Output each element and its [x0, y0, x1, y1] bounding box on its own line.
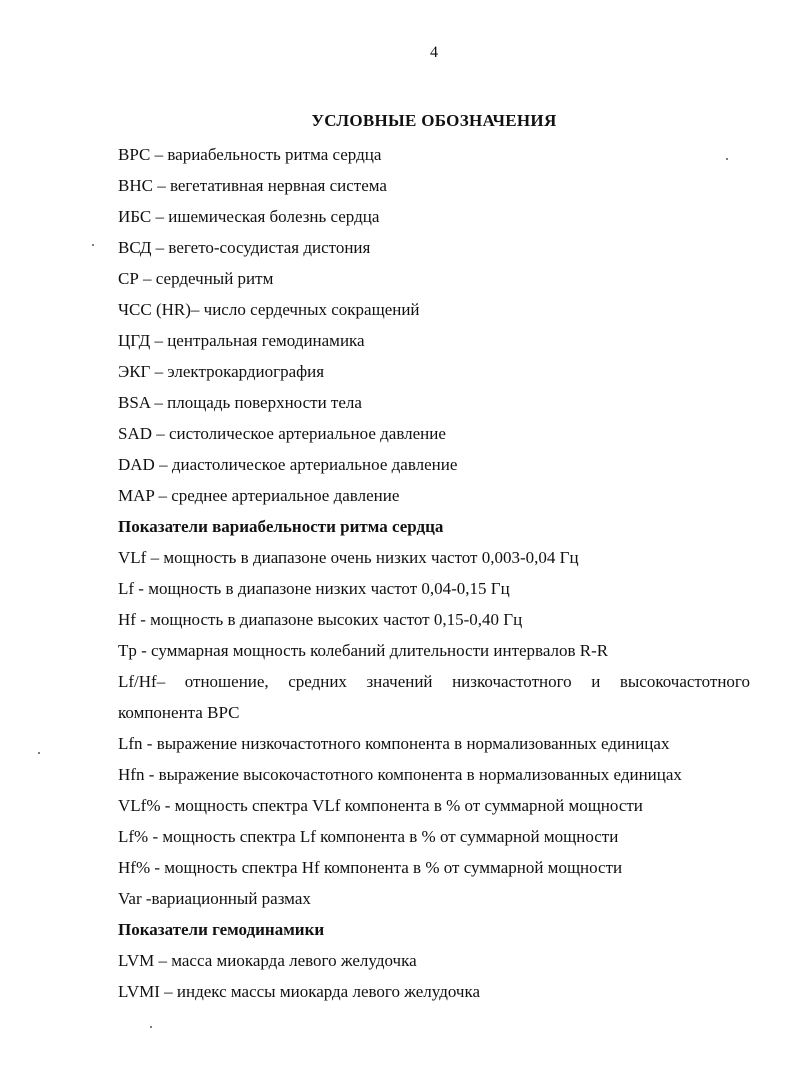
lf-hf-word: средних — [288, 672, 347, 691]
list-item: Tp - суммарная мощность колебаний длительности интервалов R-R — [118, 641, 609, 660]
lf-hf-word: отношение, — [184, 672, 269, 691]
lf-hf-item — [118, 666, 750, 697]
list-item: Lfn - выражение низкочастотного компонента в нормализованных единицах — [118, 734, 670, 753]
list-item: ВРС – вариабельность ритма сердца — [118, 145, 382, 164]
list-item: Hfn - выражение высокочастотного компонента в нормализованных единицах — [118, 765, 682, 784]
list-item: ВНС – вегетативная нервная система — [118, 176, 387, 195]
list-item: ЦГД – центральная гемодинамика — [118, 331, 365, 350]
scan-speck — [92, 244, 94, 246]
list-item: ЧСС (HR)– число сердечных сокращений — [118, 300, 420, 319]
scan-speck — [38, 752, 40, 754]
scan-speck — [150, 1026, 152, 1028]
hrv-section-heading: Показатели вариабельности ритма сердца — [118, 517, 444, 536]
lf-hf-word: низкочастотного — [452, 672, 572, 691]
list-item: СР – сердечный ритм — [118, 269, 274, 288]
list-item: DAD – диастолическое артериальное давление — [118, 455, 458, 474]
list-item: LVMI – индекс массы миокарда левого желудочка — [118, 982, 480, 1001]
page-number: 4 — [430, 44, 438, 61]
list-item: Hf% - мощность спектра Hf компонента в % от суммарной мощности — [118, 858, 623, 877]
list-item: ВСД – вегето-сосудистая дистония — [118, 238, 371, 257]
list-item: VLf% - мощность спектра VLf компонента в % от суммарной мощности — [118, 796, 643, 815]
abbreviations-list — [118, 139, 750, 1007]
lf-hf-word: и — [591, 672, 601, 691]
list-item: SAD – систолическое артериальное давление — [118, 424, 446, 443]
list-item: BSA – площадь поверхности тела — [118, 393, 362, 412]
lf-hf-word: высокочастотного — [619, 672, 750, 691]
page-title: УСЛОВНЫЕ ОБОЗНАЧЕНИЯ — [311, 111, 557, 130]
list-item: Hf - мощность в диапазоне высоких частот 0,15-0,40 Гц — [118, 610, 523, 629]
scan-speck — [726, 158, 728, 160]
list-item: MAP – среднее артериальное давление — [118, 486, 400, 505]
list-item: Lf% - мощность спектра Lf компонента в % от суммарной мощности — [118, 827, 619, 846]
list-item: Lf - мощность в диапазоне низких частот 0,04-0,15 Гц — [118, 579, 510, 598]
list-item: VLf – мощность в диапазоне очень низких частот 0,003-0,04 Гц — [118, 548, 579, 567]
lf-hf-word: значений — [366, 672, 433, 691]
list-item: ИБС – ишемическая болезнь сердца — [118, 207, 380, 226]
lf-hf-word: Lf/Hf– — [118, 672, 166, 691]
hemodynamics-section-heading: Показатели гемодинамики — [118, 920, 325, 939]
lf-hf-continuation: компонента ВРС — [118, 703, 240, 722]
list-item: ЭКГ – электрокардиография — [118, 362, 325, 381]
list-item: LVM – масса миокарда левого желудочка — [118, 951, 417, 970]
list-item: Var -вариационный размах — [118, 889, 311, 908]
